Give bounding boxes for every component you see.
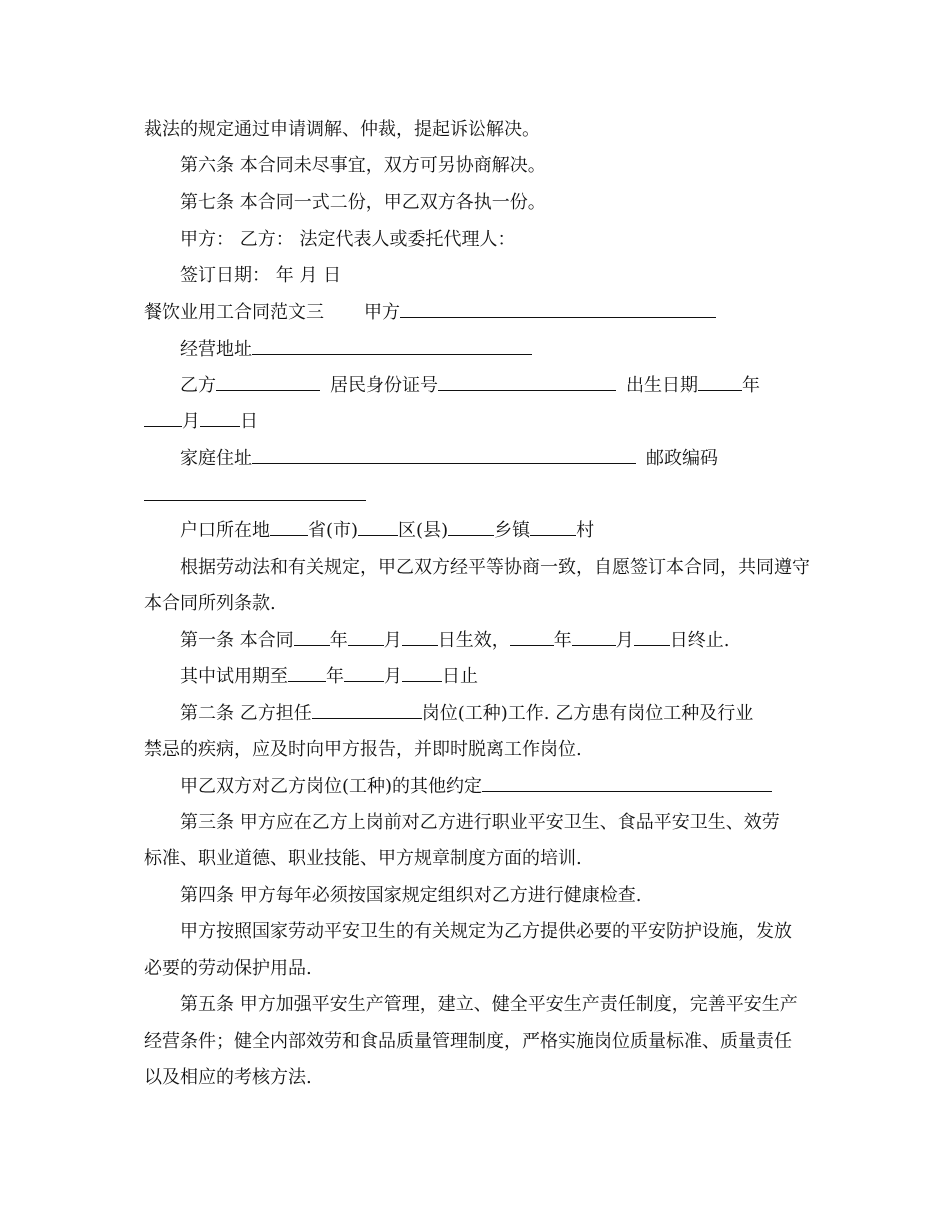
signature-parties: 甲方： 乙方： 法定代表人或委托代理人： [180, 229, 516, 250]
probation-month-blank[interactable] [344, 665, 384, 682]
safety-provision: 甲方按照国家劳动平安卫生的有关规定为乙方提供必要的平安防护设施，发放 [180, 921, 792, 942]
village-label: 村 [576, 520, 595, 541]
other-agreements-blank[interactable] [482, 775, 772, 792]
article-one [180, 629, 729, 653]
province-blank[interactable] [270, 519, 308, 536]
paragraph-line: 裁法的规定通过申请调解、仲裁，提起诉讼解决。 [144, 119, 540, 140]
id-number-blank[interactable] [438, 374, 616, 391]
end-year-blank[interactable] [510, 629, 554, 646]
start-year-blank[interactable] [294, 629, 330, 646]
party-a-label: 甲方 [364, 302, 400, 323]
year-label: 年 [742, 375, 760, 396]
contract-title-line [144, 301, 716, 325]
postal-code-label: 邮政编码 [646, 448, 718, 469]
district-blank[interactable] [358, 519, 398, 536]
preamble: 根据劳动法和有关规定，甲乙双方经平等协商一致，自愿签订本合同，共同遵守 [180, 557, 810, 578]
end-month-blank[interactable] [572, 629, 616, 646]
article-five: 第五条 甲方加强平安生产管理，建立、健全平安生产责任制度，完善平安生产 [180, 994, 798, 1015]
township-blank[interactable] [448, 519, 494, 536]
business-address-line [180, 338, 532, 362]
article-one-label: 第一条 本合同 [180, 630, 294, 651]
home-address-blank[interactable] [252, 447, 636, 464]
month-label: 月 [182, 411, 200, 432]
party-b-line [180, 374, 760, 398]
article-five-continued: 经营条件；健全内部效劳和食品质量管理制度，严格实施岗位质量标准、质量责任 [144, 1031, 792, 1052]
start-year-label: 年 [329, 630, 348, 651]
home-address-label: 家庭住址 [180, 448, 252, 469]
start-day-blank[interactable] [402, 629, 438, 646]
probation-day-blank[interactable] [402, 665, 442, 682]
probation-month-label: 月 [384, 666, 402, 687]
party-b-label: 乙方 [180, 375, 216, 396]
birth-day-blank[interactable] [200, 410, 240, 427]
signing-date: 签订日期： 年 月 日 [180, 265, 342, 286]
party-a-blank[interactable] [400, 301, 716, 318]
business-address-label: 经营地址 [180, 339, 252, 360]
end-year-label: 年 [553, 630, 572, 651]
birth-date-label: 出生日期 [626, 375, 698, 396]
home-address-line [180, 447, 718, 471]
district-label: 区(县) [398, 520, 449, 541]
other-agreements-label: 甲乙双方对乙方岗位(工种)的其他约定 [180, 776, 483, 797]
probation-day-label: 日止 [442, 666, 478, 687]
end-month-label: 月 [615, 630, 634, 651]
household-registration-line [180, 519, 594, 543]
article-two [180, 702, 753, 726]
start-month-label: 月 [383, 630, 402, 651]
preamble-continued: 本合同所列条款. [144, 593, 276, 614]
start-month-blank[interactable] [348, 629, 384, 646]
safety-provision-continued: 必要的劳动保护用品. [144, 958, 312, 979]
end-day-blank[interactable] [634, 629, 670, 646]
article-three: 第三条 甲方应在乙方上岗前对乙方进行职业平安卫生、食品平安卫生、效劳 [180, 812, 780, 833]
day-label: 日 [240, 411, 258, 432]
id-number-label: 居民身份证号 [330, 375, 438, 396]
postal-code-blank[interactable] [144, 484, 366, 501]
party-b-blank[interactable] [216, 374, 320, 391]
start-day-label: 日生效， [437, 630, 510, 651]
article-four: 第四条 甲方每年必须按国家规定组织对乙方进行健康检查. [180, 885, 642, 906]
contract-title: 餐饮业用工合同范文三 [144, 302, 324, 323]
village-blank[interactable] [530, 519, 576, 536]
position-blank[interactable] [312, 702, 422, 719]
birth-date-continued [144, 410, 258, 434]
township-label: 乡镇 [494, 520, 531, 541]
article-six: 第六条 本合同未尽事宜，双方可另协商解决。 [180, 155, 546, 176]
probation-line [180, 665, 478, 689]
household-label: 户口所在地 [180, 520, 270, 541]
article-three-continued: 标准、职业道德、职业技能、甲方规章制度方面的培训. [144, 848, 582, 869]
article-two-label: 第二条 乙方担任 [180, 703, 312, 724]
province-label: 省(市) [308, 520, 359, 541]
article-two-text: 岗位(工种)工作. 乙方患有岗位工种及行业 [421, 703, 754, 724]
article-two-continued: 禁忌的疾病，应及时向甲方报告，并即时脱离工作岗位. [144, 739, 582, 760]
probation-year-label: 年 [326, 666, 344, 687]
article-seven: 第七条 本合同一式二份，甲乙双方各执一份。 [180, 192, 546, 213]
article-five-end: 以及相应的考核方法. [144, 1067, 312, 1088]
probation-year-blank[interactable] [288, 665, 326, 682]
birth-month-blank[interactable] [144, 410, 182, 427]
birth-year-blank[interactable] [698, 374, 742, 391]
postal-code-line [144, 484, 366, 508]
probation-label: 其中试用期至 [180, 666, 288, 687]
end-day-label: 日终止. [669, 630, 730, 651]
other-agreements-line [180, 775, 772, 799]
business-address-blank[interactable] [252, 338, 532, 355]
